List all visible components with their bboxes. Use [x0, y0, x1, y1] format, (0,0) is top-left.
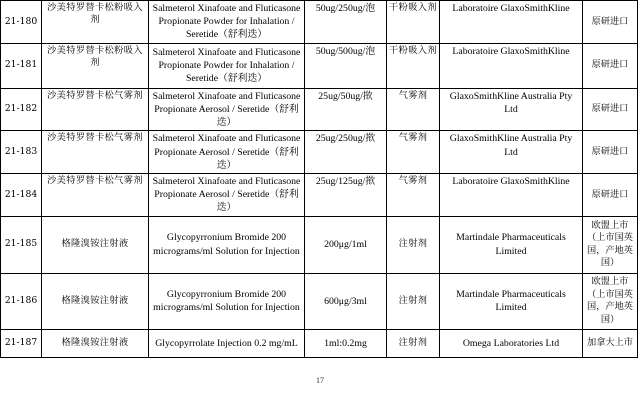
company: Martindale Pharmaceuticals Limited — [440, 273, 583, 329]
note: 欧盟上市（上市国英国，产地英国） — [583, 216, 638, 273]
english-name: Glycopyrronium Bromide 200 micrograms/ml Solution for Injection — [149, 273, 305, 329]
company: GlaxoSmithKline Australia Pty Ltd — [440, 131, 583, 174]
chinese-name: 沙美特罗替卡松气雾剂 — [42, 173, 149, 216]
specification: 25ug/50ug/揿 — [305, 88, 387, 131]
serial-number: 21-183 — [1, 131, 42, 174]
specification: 50ug/250ug/泡 — [305, 1, 387, 44]
english-name: Salmeterol Xinafoate and Fluticasone Propionate Aerosol / Seretide（舒利迭） — [149, 173, 305, 216]
specification: 600μg/3ml — [305, 273, 387, 329]
serial-number: 21-181 — [1, 43, 42, 88]
english-name: Glycopyrronium Bromide 200 micrograms/ml Solution for Injection — [149, 216, 305, 273]
serial-number: 21-187 — [1, 329, 42, 357]
note: 原研进口 — [583, 131, 638, 174]
company: GlaxoSmithKline Australia Pty Ltd — [440, 88, 583, 131]
table-row — [1, 131, 638, 174]
specification: 200μg/1ml — [305, 216, 387, 273]
note: 原研进口 — [583, 173, 638, 216]
chinese-name: 格隆溴铵注射液 — [42, 273, 149, 329]
dosage-form: 注射剂 — [387, 273, 440, 329]
note: 原研进口 — [583, 88, 638, 131]
table-row — [1, 173, 638, 216]
table-row — [1, 88, 638, 131]
dosage-form: 干粉吸入剂 — [387, 1, 440, 44]
specification: 25ug/125ug/揿 — [305, 173, 387, 216]
table-row — [1, 216, 638, 273]
table-row — [1, 273, 638, 329]
english-name: Salmeterol Xinafoate and Fluticasone Propionate Powder for Inhalation / Seretide（舒利迭） — [149, 43, 305, 88]
specification: 1ml:0.2mg — [305, 329, 387, 357]
serial-number: 21-180 — [1, 1, 42, 44]
chinese-name: 格隆溴铵注射液 — [42, 216, 149, 273]
specification: 25ug/250ug/揿 — [305, 131, 387, 174]
serial-number: 21-184 — [1, 173, 42, 216]
english-name: Salmeterol Xinafoate and Fluticasone Propionate Aerosol / Seretide（舒利迭） — [149, 88, 305, 131]
table-row — [1, 329, 638, 357]
serial-number: 21-182 — [1, 88, 42, 131]
english-name: Glycopyrrolate Injection 0.2 mg/mL — [149, 329, 305, 357]
chinese-name: 沙美特罗替卡松气雾剂 — [42, 131, 149, 174]
dosage-form: 气雾剂 — [387, 173, 440, 216]
serial-number: 21-186 — [1, 273, 42, 329]
dosage-form: 注射剂 — [387, 329, 440, 357]
company: Laboratoire GlaxoSmithKline — [440, 43, 583, 88]
company: Laboratoire GlaxoSmithKline — [440, 1, 583, 44]
dosage-form: 注射剂 — [387, 216, 440, 273]
note: 加拿大上市 — [583, 329, 638, 357]
dosage-form: 气雾剂 — [387, 88, 440, 131]
english-name: Salmeterol Xinafoate and Fluticasone Propionate Aerosol / Seretide（舒利迭） — [149, 131, 305, 174]
table-row — [1, 1, 638, 44]
chinese-name: 沙美特罗替卡松粉吸入剂 — [42, 1, 149, 44]
company: Laboratoire GlaxoSmithKline — [440, 173, 583, 216]
table-row — [1, 43, 638, 88]
note: 原研进口 — [583, 43, 638, 88]
company: Omega Laboratories Ltd — [440, 329, 583, 357]
serial-number: 21-185 — [1, 216, 42, 273]
chinese-name: 沙美特罗替卡松气雾剂 — [42, 88, 149, 131]
english-name: Salmeterol Xinafoate and Fluticasone Propionate Powder for Inhalation / Seretide（舒利迭） — [149, 1, 305, 44]
dosage-form: 干粉吸入剂 — [387, 43, 440, 88]
company: Martindale Pharmaceuticals Limited — [440, 216, 583, 273]
chinese-name: 沙美特罗替卡松粉吸入剂 — [42, 43, 149, 88]
note: 欧盟上市（上市国英国，产地英国） — [583, 273, 638, 329]
specification: 50ug/500ug/泡 — [305, 43, 387, 88]
page-number: 17 — [316, 376, 324, 385]
note: 原研进口 — [583, 1, 638, 44]
dosage-form: 气雾剂 — [387, 131, 440, 174]
chinese-name: 格隆溴铵注射液 — [42, 329, 149, 357]
